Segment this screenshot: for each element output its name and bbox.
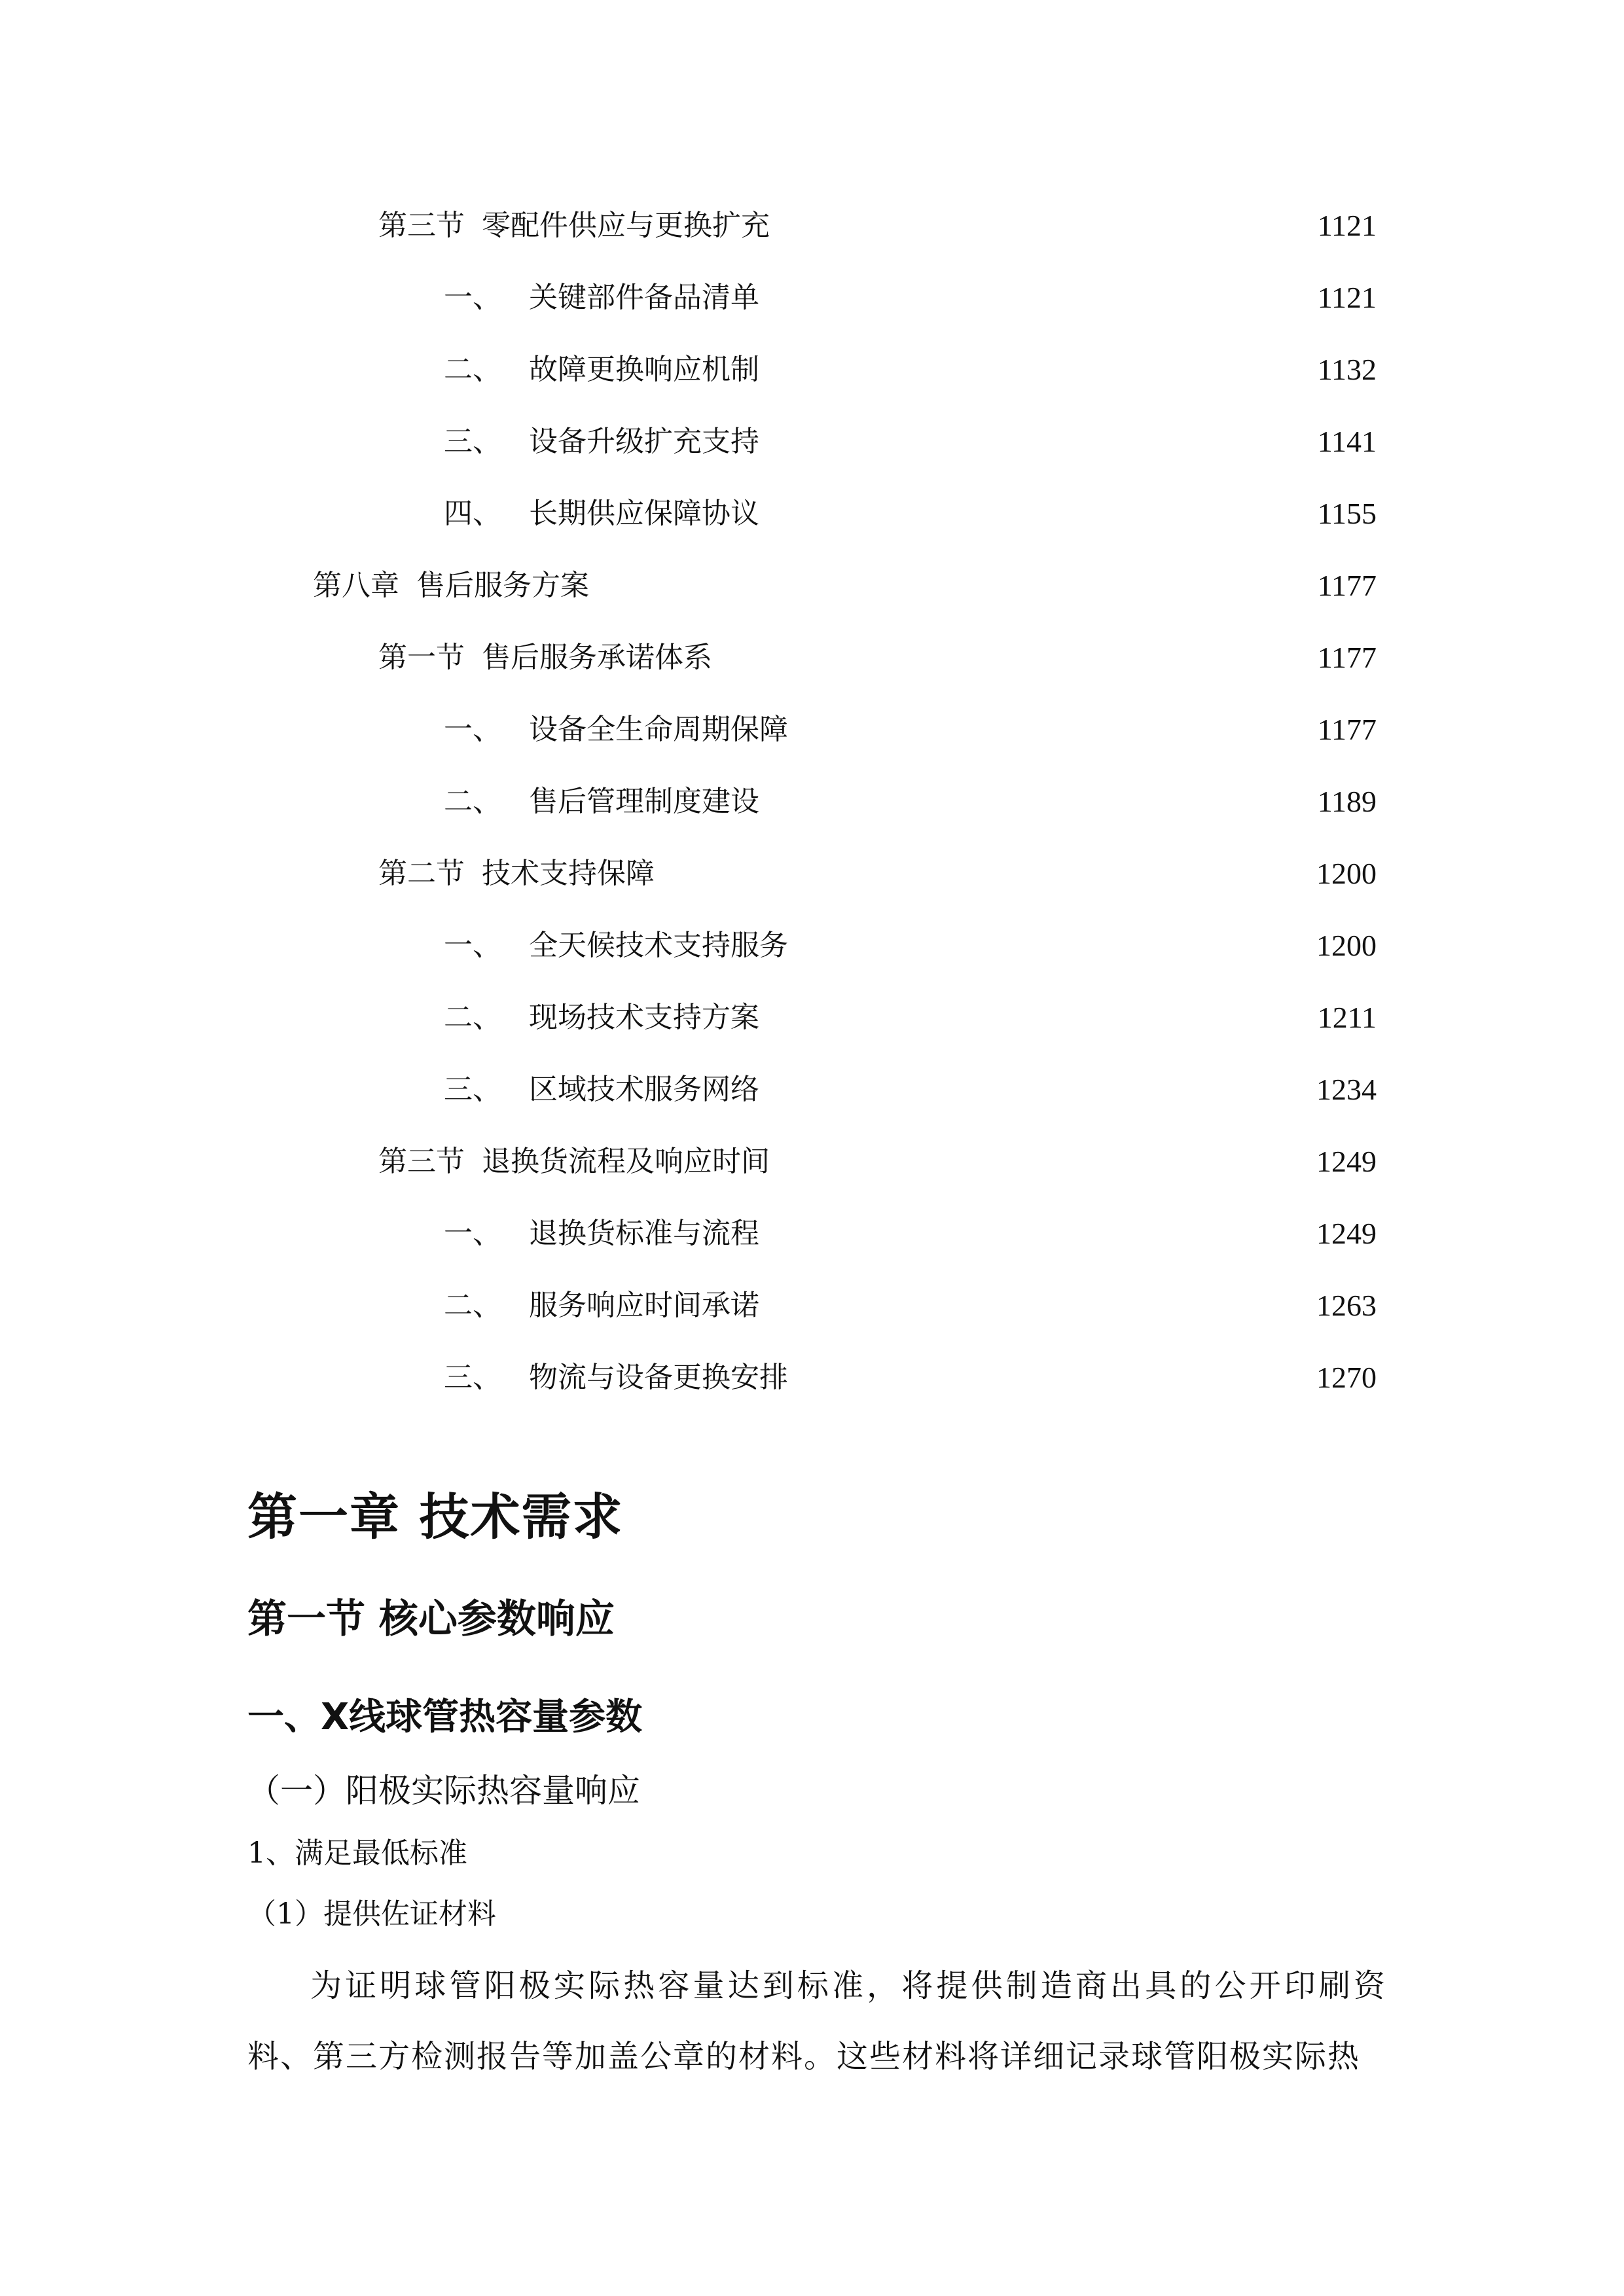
toc-entry-number: 第二节 [378,857,465,890]
toc-entry-number: 四、 [444,497,501,530]
toc-dot-leader [770,782,1289,821]
toc-dot-leader [780,1142,1289,1181]
toc-entry-title: 现场技术支持方案 [529,1001,759,1034]
toc-entry[interactable] [0,190,1624,262]
toc-entry-title: 长期供应保障协议 [529,497,759,530]
subsection-title: 一、X线球管热容量参数 [247,1696,643,1738]
toc-page-number: 1132 [1317,353,1377,386]
toc-entry[interactable] [0,766,1624,838]
toc-entry-number: 三、 [444,1361,501,1394]
toc-entry[interactable] [0,982,1624,1054]
toc-entry[interactable] [0,1054,1624,1126]
toc-entry-number: 第一节 [378,641,465,674]
toc-dot-leader [799,1358,1289,1397]
toc-entry-number: 一、 [444,929,501,962]
toc-entry-number: 二、 [444,353,501,386]
toc-page-number: 1211 [1317,1001,1377,1034]
subpoint-title: （1）提供佐证材料 [247,1897,496,1931]
toc-dot-leader [770,998,1289,1037]
toc-entry[interactable] [0,478,1624,550]
toc-entry-number: 二、 [444,1289,501,1322]
toc-page-number: 1249 [1316,1145,1377,1178]
toc-dot-leader [799,926,1289,965]
toc-entry-title: 服务响应时间承诺 [529,1289,759,1322]
toc-entry-title: 全天候技术支持服务 [529,929,788,962]
toc-dot-leader [770,278,1289,317]
toc-entry-number: 三、 [444,1073,501,1106]
toc-page-number: 1270 [1316,1361,1377,1394]
toc-entry[interactable] [0,1126,1624,1198]
toc-entry-number: 一、 [444,713,501,746]
toc-entry[interactable] [0,406,1624,478]
toc-dot-leader [770,422,1289,461]
toc-entry-number: 第三节 [378,209,465,242]
toc-entry[interactable] [0,1342,1624,1414]
toc-entry[interactable] [0,262,1624,334]
toc-entry-number: 一、 [444,1217,501,1250]
toc-page-number: 1177 [1317,641,1377,674]
toc-entry[interactable] [0,694,1624,766]
toc-entry-title: 售后服务方案 [416,569,589,602]
toc-entry-number: 二、 [444,1001,501,1034]
toc-entry[interactable] [0,622,1624,694]
toc-dot-leader [770,494,1289,533]
toc-page-number: 1263 [1316,1289,1377,1322]
toc-page-number: 1121 [1317,209,1377,242]
toc-entry-title: 设备升级扩充支持 [529,425,759,458]
toc-entry-title: 技术支持保障 [482,857,655,890]
table-of-contents [0,190,1624,1414]
toc-entry-number: 三、 [444,425,501,458]
section-title: 第一节 核心参数响应 [247,1596,615,1642]
toc-entry-title: 区域技术服务网络 [529,1073,759,1106]
toc-dot-leader [780,206,1289,245]
toc-dot-leader [799,710,1289,749]
toc-entry-number: 一、 [444,281,501,314]
toc-page-number: 1141 [1317,425,1377,458]
toc-entry-number: 二、 [444,785,501,818]
toc-page-number: 1177 [1317,569,1377,602]
toc-entry-title: 售后管理制度建设 [529,785,759,818]
toc-entry-number: 第八章 [313,569,399,602]
point-title: 1、满足最低标准 [247,1837,467,1870]
toc-page-number: 1200 [1316,929,1377,962]
toc-dot-leader [770,1214,1289,1253]
toc-dot-leader [600,566,1289,605]
toc-page-number: 1121 [1317,281,1377,314]
toc-entry-title: 物流与设备更换安排 [529,1361,788,1394]
toc-entry[interactable] [0,1270,1624,1342]
toc-entry-title: 退换货流程及响应时间 [482,1145,770,1178]
toc-entry[interactable] [0,550,1624,622]
toc-page-number: 1155 [1317,497,1377,530]
toc-dot-leader [665,854,1289,893]
body-paragraph: 为证明球管阳极实际热容量达到标准，将提供制造商出具的公开印刷资料、第三方检测报告等加盖公章的材料。这些材料将详细记录球管阳极实际热 [247,1967,1386,2075]
toc-dot-leader [770,1070,1289,1109]
toc-entry-number: 第三节 [378,1145,465,1178]
toc-entry-title: 退换货标准与流程 [529,1217,759,1250]
chapter-title: 第一章 技术需求 [247,1488,624,1546]
toc-entry[interactable] [0,838,1624,910]
toc-entry-title: 零配件供应与更换扩充 [482,209,770,242]
toc-entry[interactable] [0,910,1624,982]
toc-page-number: 1249 [1316,1217,1377,1250]
toc-entry-title: 关键部件备品清单 [529,281,759,314]
toc-page-number: 1200 [1316,857,1377,890]
toc-dot-leader [770,350,1289,389]
toc-entry-title: 故障更换响应机制 [529,353,759,386]
toc-dot-leader [770,1286,1289,1325]
sub-subsection-title: （一）阳极实际热容量响应 [247,1772,640,1810]
toc-dot-leader [723,638,1289,677]
toc-page-number: 1177 [1317,713,1377,746]
toc-entry[interactable] [0,334,1624,406]
toc-entry-title: 设备全生命周期保障 [529,713,788,746]
toc-entry-title: 售后服务承诺体系 [482,641,712,674]
toc-page-number: 1189 [1317,785,1377,818]
toc-entry[interactable] [0,1198,1624,1270]
toc-page-number: 1234 [1316,1073,1377,1106]
